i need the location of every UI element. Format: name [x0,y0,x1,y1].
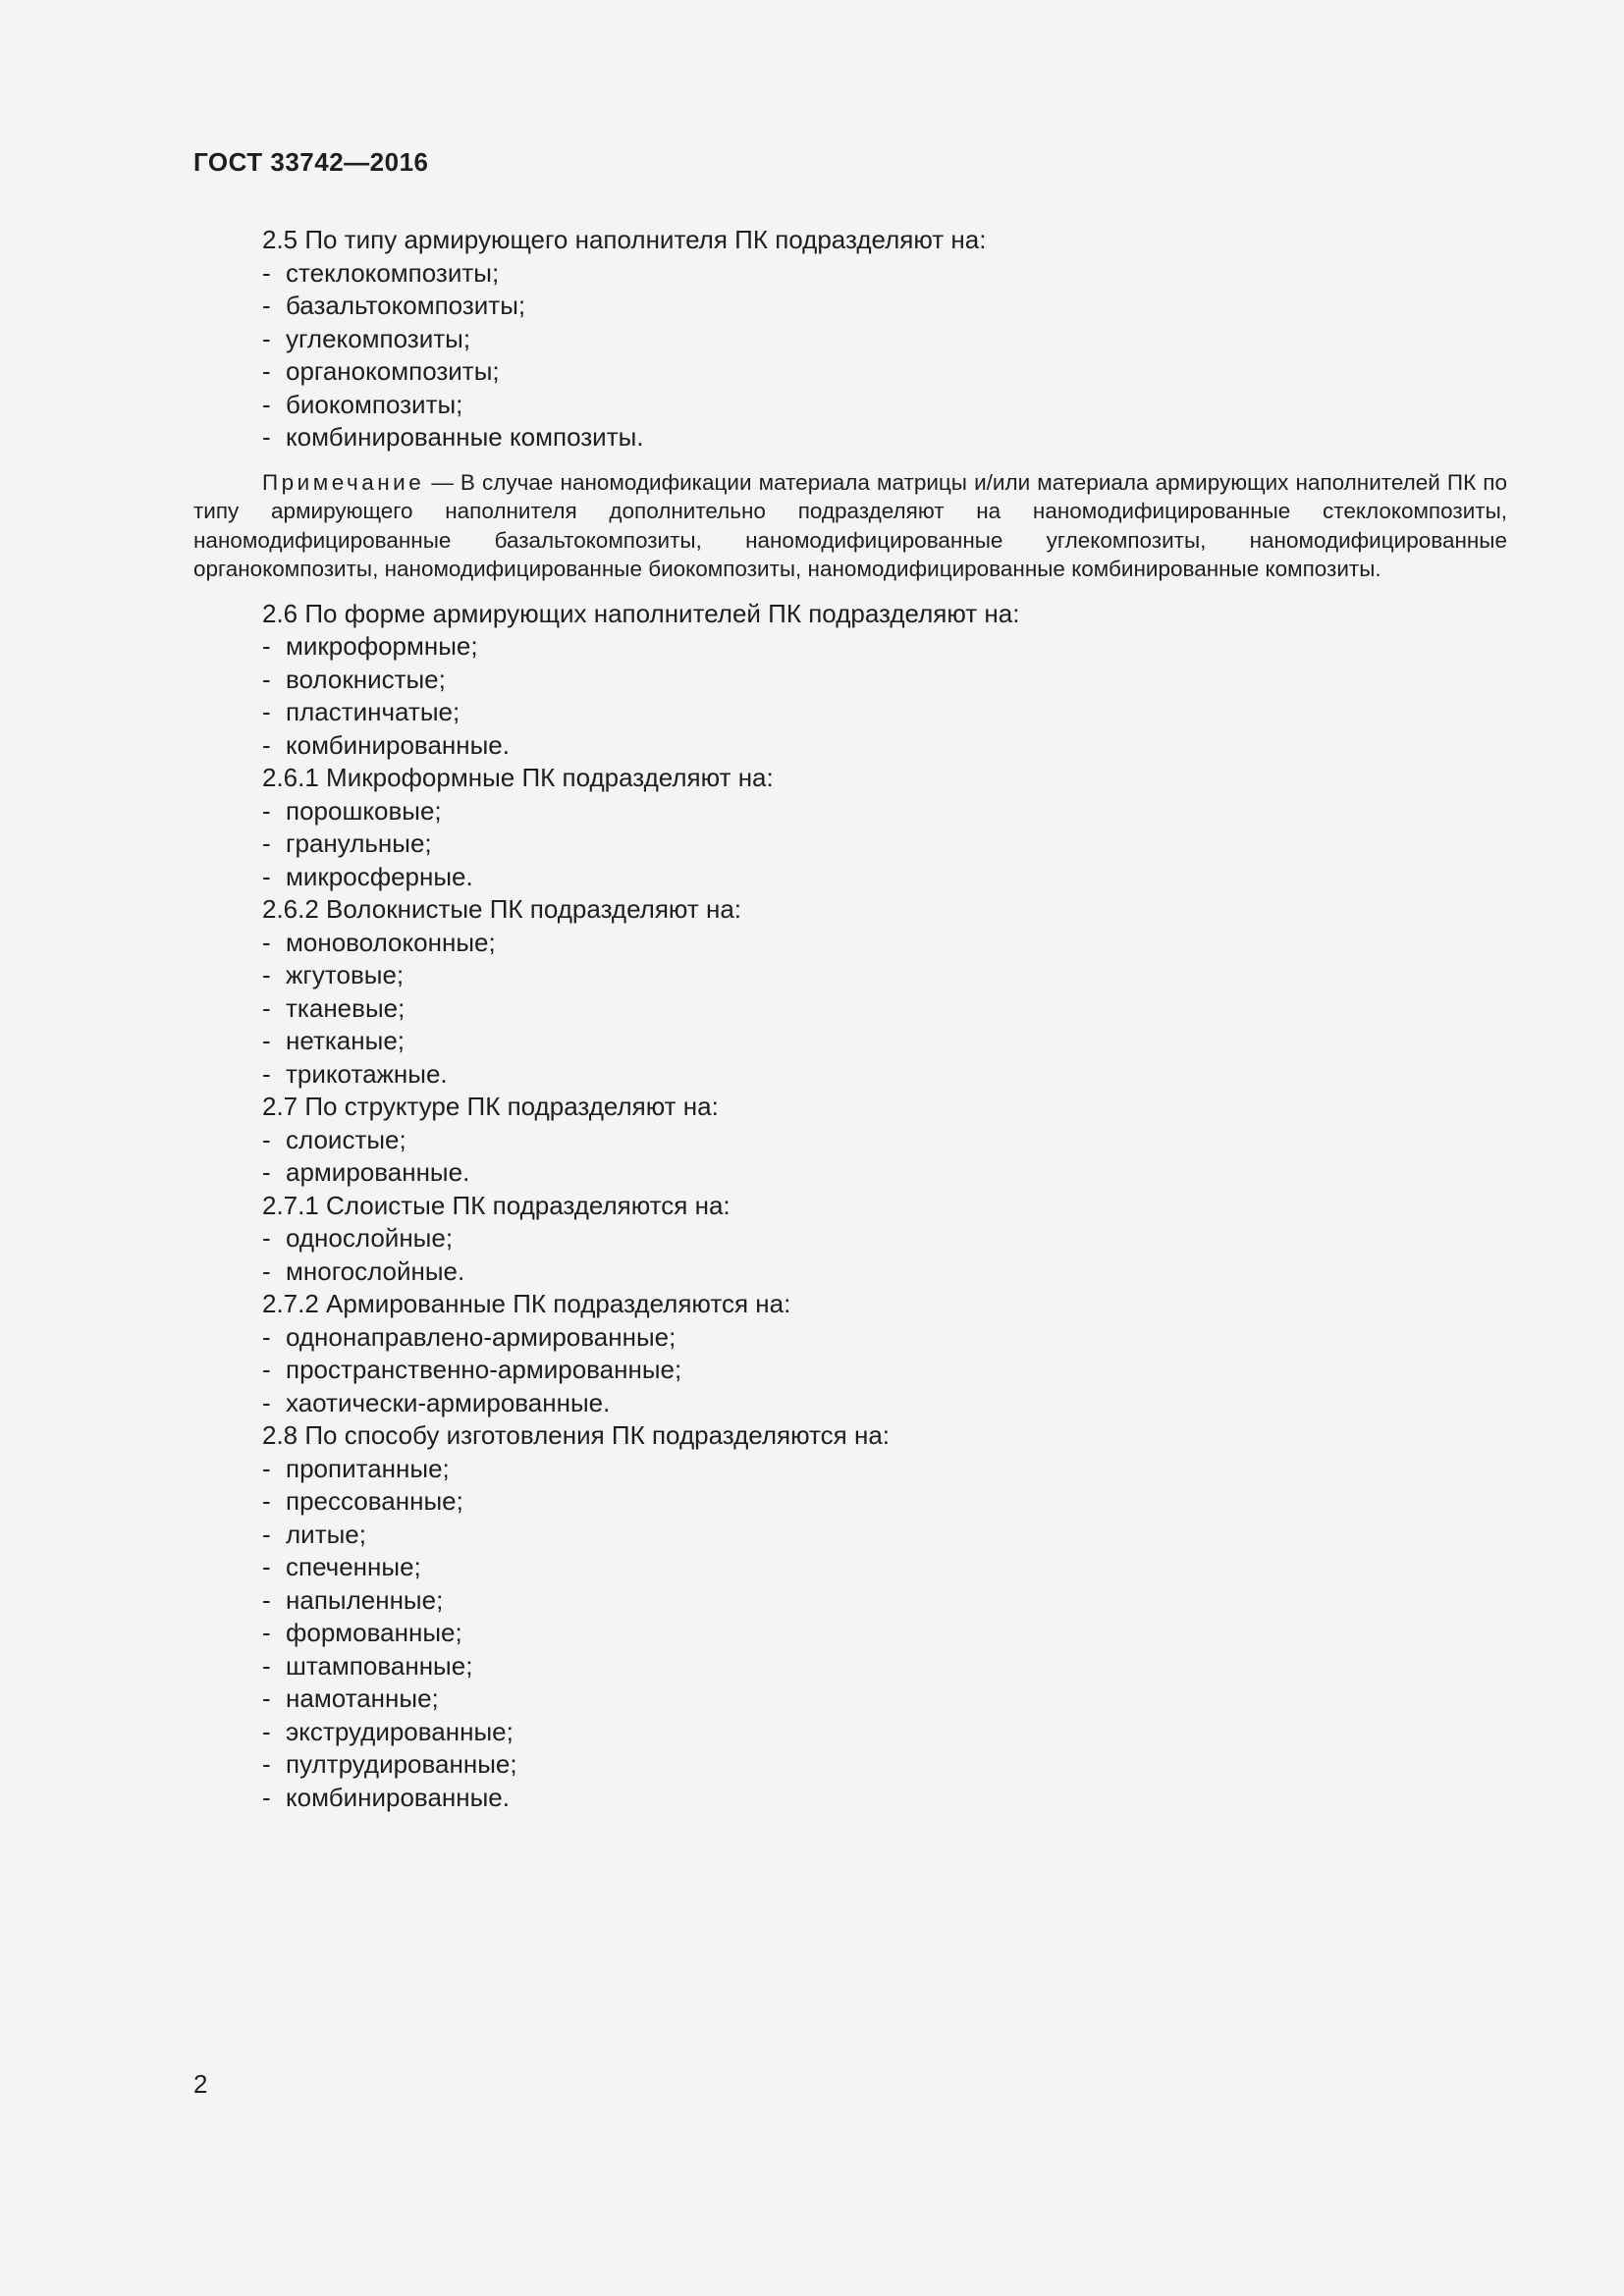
section-heading: 2.7.2 Армированные ПК подразделяются на: [262,1289,791,1318]
list-item-text: пултрудированные; [286,1749,517,1779]
list-item-text: комбинированные композиты. [286,422,644,452]
list-item-text: экструдированные; [286,1716,514,1746]
list-dash: - [262,1124,271,1154]
list-item-text: слоистые; [286,1124,406,1154]
list-item-text: литые; [286,1519,366,1549]
section-heading: 2.6.2 Волокнистые ПК подразделяют на: [262,894,742,924]
list-item [193,1321,1507,1355]
list-item-text: волокнистые; [286,664,446,694]
list-item-text: комбинированные. [286,1782,510,1812]
list-dash: - [262,828,271,858]
list-dash: - [262,1749,271,1779]
sections-block-2 [193,598,1507,1815]
list-item [193,664,1507,697]
list-item-text: формованные; [286,1618,462,1647]
list-item-text: биокомпозиты; [286,389,463,419]
list-dash: - [262,1058,271,1089]
list-dash: - [262,422,271,452]
list-item-text: прессованные; [286,1486,463,1516]
list-dash: - [262,1552,271,1581]
section-heading: 2.5 По типу армирующего наполнителя ПК подразделяют на: [262,225,987,254]
list-dash: - [262,257,271,288]
list-dash: - [262,1223,271,1253]
bullet-list [193,1453,1507,1815]
list-item [193,1617,1507,1650]
bullet-list [193,927,1507,1092]
section-heading: 2.6 По форме армирующих наполнителей ПК подразделяют на: [262,598,1020,628]
list-dash: - [262,631,271,661]
list-dash: - [262,1650,271,1681]
bullet-list [193,1222,1507,1288]
bullet-list [193,795,1507,894]
list-dash: - [262,1355,271,1384]
list-dash: - [262,1321,271,1352]
list-dash: - [262,1387,271,1417]
list-item-text: микроформные; [286,631,478,661]
list-item-text: углекомпозиты; [286,323,471,353]
list-item-text: гранульные; [286,828,432,858]
list-item-text: органокомпозиты; [286,356,500,386]
list-item [193,1354,1507,1387]
list-item-text: штампованные; [286,1650,473,1681]
list-item-text: пластинчатые; [286,697,460,726]
list-item-text: порошковые; [286,795,442,826]
list-dash: - [262,389,271,419]
list-item [193,630,1507,664]
list-item [193,828,1507,861]
list-item [193,1387,1507,1420]
list-dash: - [262,1618,271,1647]
document-content [193,224,1507,1814]
list-item [193,795,1507,828]
list-dash: - [262,1486,271,1516]
list-item-text: трикотажные. [286,1058,448,1089]
list-item [193,1748,1507,1782]
list-item-text: спеченные; [286,1552,421,1581]
list-dash: - [262,1519,271,1549]
list-dash: - [262,960,271,989]
note-text: — В случае наномодификации материала матрицы и/или материала армирующих наполнителей ПК по типу армирующего наполнителя дополнительно подразделяют на наномодифицированные стеклокомпозиты, наномодифицированные базальтокомпозиты, наномодифицированные углекомпозиты, наномодифицированные органокомпозиты, наномодифицированные биокомпозиты, наномодифицированные комбинированные композиты. [193,469,1507,581]
list-item [193,257,1507,291]
sections-block-1 [193,224,1507,454]
list-dash: - [262,927,271,957]
list-item [193,389,1507,422]
list-item [193,1025,1507,1058]
list-item [193,959,1507,992]
list-item-text: намотанные; [286,1683,439,1713]
section-heading: 2.8 По способу изготовления ПК подразделяются на: [262,1420,891,1450]
list-item-text: нетканые; [286,1026,405,1055]
list-dash: - [262,1683,271,1713]
bullet-list [193,1321,1507,1420]
list-item [193,1453,1507,1486]
list-dash: - [262,664,271,694]
list-item [193,1519,1507,1552]
list-item [193,1782,1507,1815]
list-item-text: однослойные; [286,1223,454,1253]
list-item [193,290,1507,323]
list-dash: - [262,291,271,320]
bullet-list [193,257,1507,454]
list-item-text: хаотически-армированные. [286,1387,611,1417]
list-item [193,1485,1507,1519]
list-dash: - [262,1782,271,1812]
list-dash: - [262,992,271,1023]
list-item [193,1222,1507,1255]
note-paragraph [193,468,1507,584]
list-dash: - [262,795,271,826]
list-item [193,861,1507,894]
list-dash: - [262,323,271,353]
list-dash: - [262,1716,271,1746]
list-item-text: армированные. [286,1157,470,1187]
list-item-text: моноволоконные; [286,927,496,957]
list-item-text: стеклокомпозиты; [286,257,500,288]
list-item-text: пропитанные; [286,1453,450,1483]
section-heading: 2.6.1 Микроформные ПК подразделяют на: [262,763,774,792]
list-item [193,1255,1507,1289]
list-dash: - [262,1157,271,1187]
list-item [193,1682,1507,1716]
list-item-text: многослойные. [286,1255,465,1286]
list-dash: - [262,356,271,386]
bullet-list [193,1124,1507,1190]
page-number: 2 [193,2069,208,2099]
list-item [193,1716,1507,1749]
bullet-list [193,630,1507,762]
list-item [193,1156,1507,1190]
list-item [193,927,1507,960]
note-label: Примечание [262,469,425,495]
list-item [193,323,1507,356]
list-item-text: микросферные. [286,861,473,891]
list-item-text: комбинированные. [286,729,510,760]
list-item-text: пространственно-армированные; [286,1355,682,1384]
list-item [193,696,1507,729]
list-item-text: напыленные; [286,1584,444,1615]
list-item [193,992,1507,1026]
list-item [193,1584,1507,1618]
section-heading: 2.7.1 Слоистые ПК подразделяются на: [262,1190,731,1220]
document-header: ГОСТ 33742—2016 [193,147,429,177]
list-dash: - [262,1584,271,1615]
list-item-text: жгутовые; [286,960,405,989]
list-dash: - [262,1453,271,1483]
list-item [193,421,1507,454]
list-dash: - [262,1255,271,1286]
list-item [193,1124,1507,1157]
list-item [193,729,1507,763]
list-item-text: однонаправлено-армированные; [286,1321,677,1352]
list-item-text: тканевые; [286,992,406,1023]
list-item [193,1058,1507,1092]
list-dash: - [262,697,271,726]
list-item [193,1650,1507,1683]
list-dash: - [262,729,271,760]
list-item [193,1551,1507,1584]
section-heading: 2.7 По структуре ПК подразделяют на: [262,1092,719,1121]
list-dash: - [262,861,271,891]
list-item [193,355,1507,389]
list-item-text: базальтокомпозиты; [286,291,526,320]
list-dash: - [262,1026,271,1055]
